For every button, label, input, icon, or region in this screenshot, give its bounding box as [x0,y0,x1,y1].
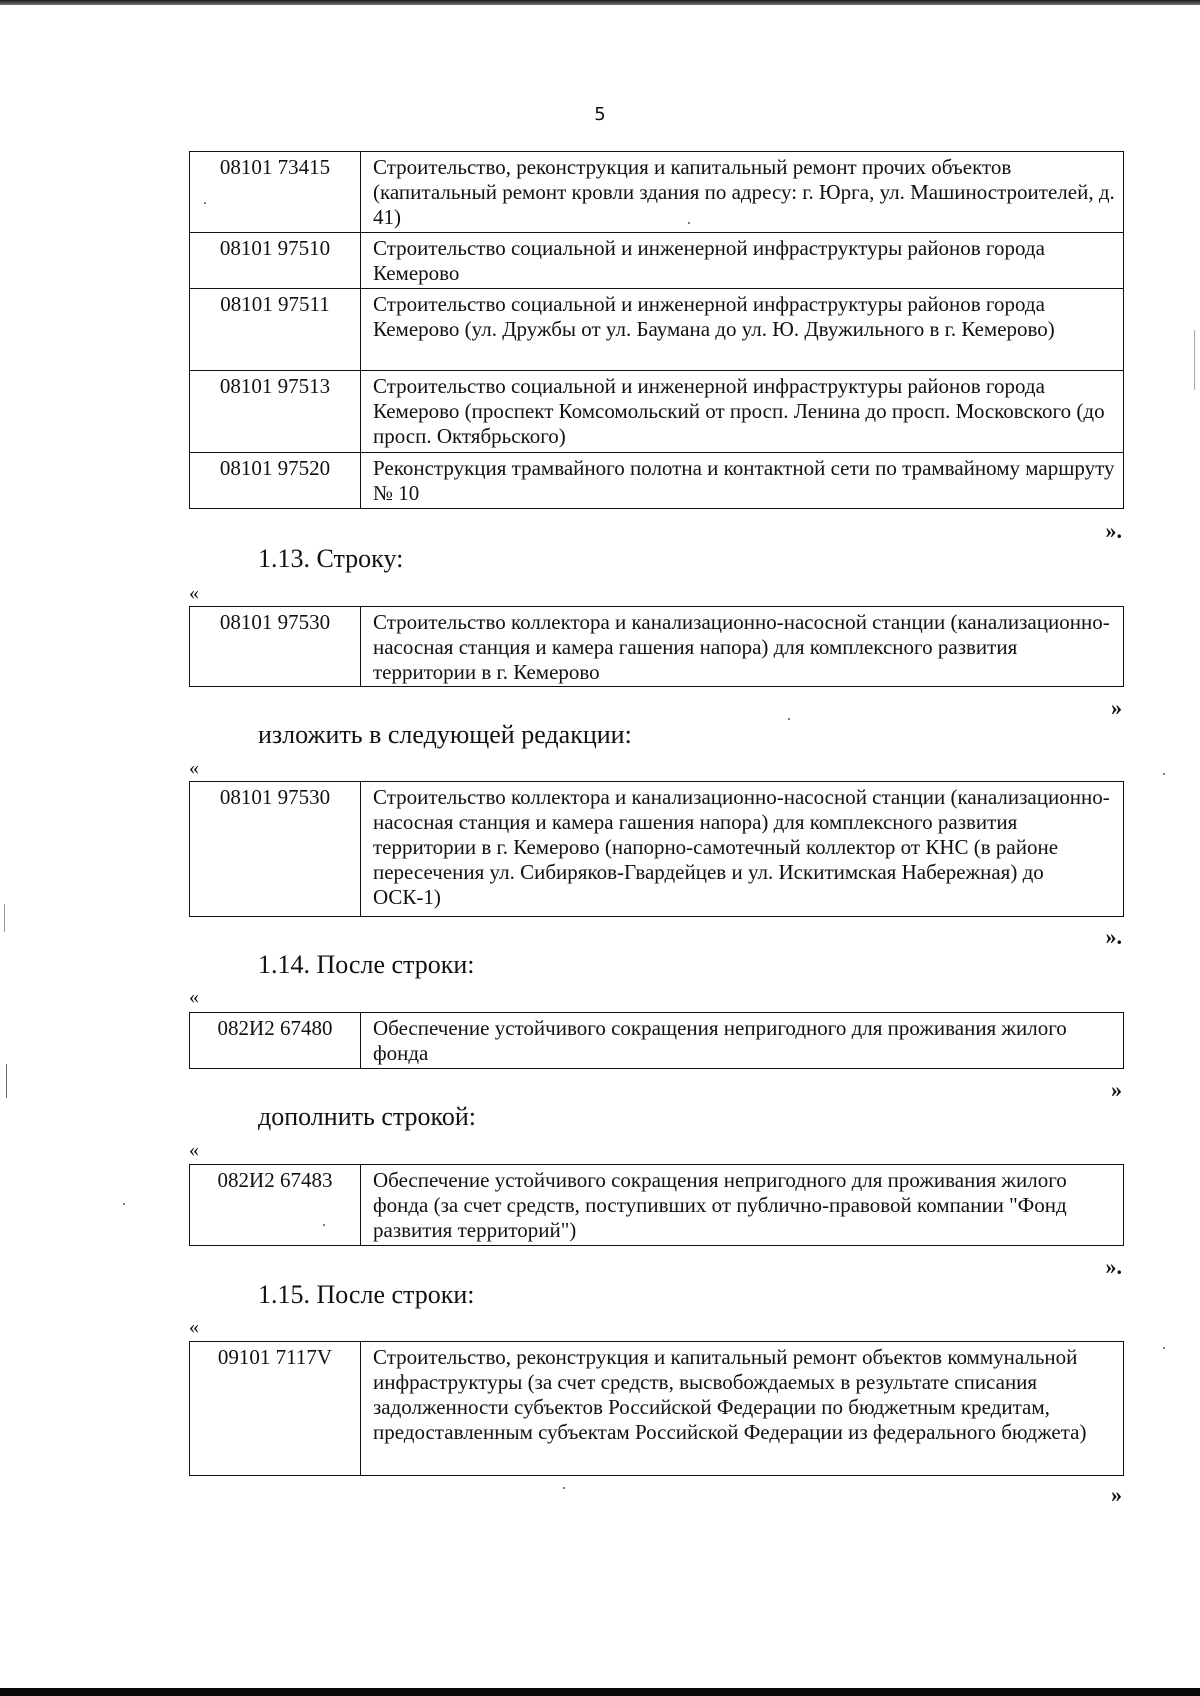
closing-quote: » [1111,1077,1122,1102]
row-description: Строительство социальной и инженерной инфраструктуры районов города Кемерово [361,233,1124,289]
table-row [190,1342,1124,1476]
section-heading-add-row: дополнить строкой: [258,1102,476,1131]
table-row [190,289,1124,371]
scan-top-edge [0,0,1200,5]
scan-speck [688,222,690,224]
table-1-14-new [189,1164,1124,1246]
opening-quote: « [189,1139,199,1161]
scan-speck [563,1487,565,1489]
opening-quote: « [189,1316,199,1338]
table-1-14-after [189,1012,1124,1069]
scan-speck [204,202,206,204]
row-code: 082И2 67480 [190,1013,361,1069]
closing-quote: ». [1105,924,1122,949]
row-description: Строительство социальной и инженерной инфраструктуры районов города Кемерово (проспект Комсомольский от просп. Ленина до просп. Московского (до просп. Октябрьского) [361,371,1124,453]
row-description: Реконструкция трамвайного полотна и контактной сети по трамвайному маршруту № 10 [361,453,1124,509]
table-row [190,233,1124,289]
scan-speck [788,718,790,720]
row-description: Строительство, реконструкция и капитальный ремонт прочих объектов (капитальный ремонт кровли здания по адресу: г. Юрга, ул. Машиностроителей, д. 41) [361,152,1124,233]
section-heading-1-15: 1.15. После строки: [258,1280,475,1309]
scan-speck [123,1203,125,1205]
row-code: 08101 97520 [190,453,361,509]
closing-quote: » [1111,1482,1122,1507]
row-code: 08101 97513 [190,371,361,453]
section-heading-1-13: 1.13. Строку: [258,544,404,573]
table-row [190,371,1124,453]
scan-speck [323,1224,325,1226]
row-code: 08101 97511 [190,289,361,371]
section-heading-new-wording: изложить в следующей редакции: [258,720,632,749]
table-1-15-after [189,1341,1124,1476]
table-row [190,1165,1124,1246]
scan-speck [1163,773,1165,775]
opening-quote: « [189,757,199,779]
scan-speck [1163,1347,1165,1349]
opening-quote: « [189,986,199,1008]
table-row [190,607,1124,687]
row-code: 08101 97530 [190,607,361,687]
page-number: 5 [594,104,606,125]
scan-artifact-line [4,904,5,932]
scan-bottom-edge [0,1688,1200,1696]
row-code: 08101 97510 [190,233,361,289]
row-description: Обеспечение устойчивого сокращения непригодного для проживания жилого фонда [361,1013,1124,1069]
table-row [190,1013,1124,1069]
scan-artifact-line [6,1064,7,1098]
table-row [190,152,1124,233]
table-1-13-old [189,606,1124,687]
table-1-13-new [189,781,1124,917]
opening-quote: « [189,582,199,604]
table-row [190,453,1124,509]
row-code: 08101 97530 [190,782,361,917]
closing-quote: » [1111,695,1122,720]
row-description: Строительство, реконструкция и капитальный ремонт объектов коммунальной инфраструктуры (за счет средств, высвобождаемых в результате списания задолженности субъектов Российской Федерации по бюджетным кредитам, предоставленным субъектам Российской Федерации из федерального бюджета) [361,1342,1124,1476]
row-description: Строительство коллектора и канализационно-насосной станции (канализационно-насосная станция и камера гашения напора) для комплексного развития территории в г. Кемерово [361,607,1124,687]
budget-table-continued [189,151,1124,509]
scan-artifact-line [1194,330,1195,390]
row-description: Строительство коллектора и канализационно-насосной станции (канализационно-насосная станция и камера гашения напора) для комплексного развития территории в г. Кемерово (напорно-самотечный коллектор от КНС (в районе пересечения ул. Сибиряков-Гвардейцев и ул. Искитимская Набережная) до ОСК-1) [361,782,1124,917]
closing-quote: ». [1105,518,1122,543]
table-row [190,782,1124,917]
closing-quote: ». [1105,1254,1122,1279]
row-code: 08101 73415 [190,152,361,233]
row-description: Обеспечение устойчивого сокращения непригодного для проживания жилого фонда (за счет средств, поступивших от публично-правовой компании "Фонд развития территорий") [361,1165,1124,1246]
row-code: 09101 7117V [190,1342,361,1476]
section-heading-1-14: 1.14. После строки: [258,950,475,979]
row-description: Строительство социальной и инженерной инфраструктуры районов города Кемерово (ул. Дружбы от ул. Баумана до ул. Ю. Двужильного в г. Кемерово) [361,289,1124,371]
row-code: 082И2 67483 [190,1165,361,1246]
